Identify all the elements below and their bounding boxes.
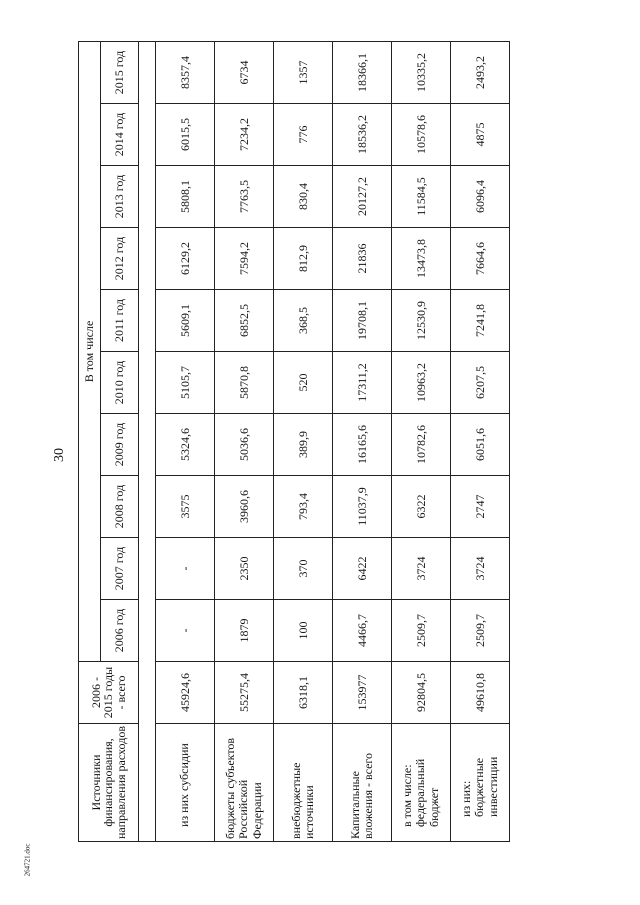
row-value: 12530,9 [392,290,451,352]
table-spacer-row [139,42,156,842]
row-value: 10335,2 [392,42,451,104]
row-value: 6734 [215,42,274,104]
row-value: 13473,8 [392,228,451,290]
row-value: 6852,5 [215,290,274,352]
row-value: 2509,7 [451,600,510,662]
row-value: 6322 [392,476,451,538]
row-total: 6318,1 [274,662,333,724]
row-value: 6096,4 [451,166,510,228]
row-value: 830,4 [274,166,333,228]
table-row [274,42,333,842]
row-value: 5105,7 [156,352,215,414]
row-value: 17311,2 [333,352,392,414]
row-label: из них: бюджетные инвестиции [451,724,510,842]
row-value: 18366,1 [333,42,392,104]
row-value: 3724 [392,538,451,600]
row-value: 812,9 [274,228,333,290]
financing-table-rotated [78,42,588,842]
row-value: 5036,6 [215,414,274,476]
row-value: 11037,9 [333,476,392,538]
row-value: 7664,6 [451,228,510,290]
row-value: 2350 [215,538,274,600]
row-value: 3724 [451,538,510,600]
row-value: - [156,600,215,662]
row-value: 10578,6 [392,104,451,166]
row-value: 520 [274,352,333,414]
row-value: 7594,2 [215,228,274,290]
row-value: 4875 [451,104,510,166]
document-reference [20,830,34,890]
row-value: 5808,1 [156,166,215,228]
spacer-cell [139,42,156,842]
row-total: 45924,6 [156,662,215,724]
row-value: 16165,6 [333,414,392,476]
row-value: 3575 [156,476,215,538]
row-value: 7241,8 [451,290,510,352]
header-year: 2007 год [101,538,139,600]
row-value: 3960,6 [215,476,274,538]
table-row [392,42,451,842]
row-value: - [156,538,215,600]
row-total: 92804,5 [392,662,451,724]
row-value: 793,4 [274,476,333,538]
row-value: 368,5 [274,290,333,352]
table-row [215,42,274,842]
row-value: 10782,6 [392,414,451,476]
header-in-that-number: В том числе [79,42,101,662]
row-value: 389,9 [274,414,333,476]
header-year: 2012 год [101,228,139,290]
row-value: 18536,2 [333,104,392,166]
row-label: бюджеты субъектов Российской Федерации [215,724,274,842]
row-value: 10963,2 [392,352,451,414]
row-value: 7234,2 [215,104,274,166]
table-row [333,42,392,842]
row-value: 5324,6 [156,414,215,476]
row-value: 776 [274,104,333,166]
row-value: 100 [274,600,333,662]
row-value: 2493,2 [451,42,510,104]
row-value: 1879 [215,600,274,662]
row-value: 6051,6 [451,414,510,476]
table-row [156,42,215,842]
row-value: 21836 [333,228,392,290]
row-value: 5870,8 [215,352,274,414]
header-total: 2006 - 2015 годы - всего [79,662,139,724]
row-value: 2509,7 [392,600,451,662]
header-year: 2009 год [101,414,139,476]
table-row [451,42,510,842]
row-label: внебюджетные источники [274,724,333,842]
header-source: Источники финансирования, направления расходов [79,724,139,842]
financing-table [78,41,510,842]
row-value: 370 [274,538,333,600]
financing-table-wrapper [78,42,588,842]
row-value: 6207,5 [451,352,510,414]
row-value: 6129,2 [156,228,215,290]
table-header [79,42,139,842]
row-value: 4466,7 [333,600,392,662]
row-value: 7763,5 [215,166,274,228]
row-value: 5609,1 [156,290,215,352]
header-year: 2011 год [101,290,139,352]
page-number-text: 30 [52,448,67,462]
header-year: 2006 год [101,600,139,662]
header-year: 2014 год [101,104,139,166]
table-body [139,42,510,842]
row-value: 8357,4 [156,42,215,104]
document-reference-text: 264721.doc [23,843,32,877]
row-total: 153977 [333,662,392,724]
page-number [50,440,70,470]
row-value: 11584,5 [392,166,451,228]
row-total: 49610,8 [451,662,510,724]
header-year: 2013 год [101,166,139,228]
row-label: из них субсидии [156,724,215,842]
row-total: 55275,4 [215,662,274,724]
row-value: 6422 [333,538,392,600]
row-value: 20127,2 [333,166,392,228]
row-value: 1357 [274,42,333,104]
row-value: 19708,1 [333,290,392,352]
row-label: Капитальные вложения - всего [333,724,392,842]
header-year: 2010 год [101,352,139,414]
row-value: 2747 [451,476,510,538]
row-value: 6015,5 [156,104,215,166]
row-label: в том числе: федеральный бюджет [392,724,451,842]
header-year: 2015 год [101,42,139,104]
header-year: 2008 год [101,476,139,538]
